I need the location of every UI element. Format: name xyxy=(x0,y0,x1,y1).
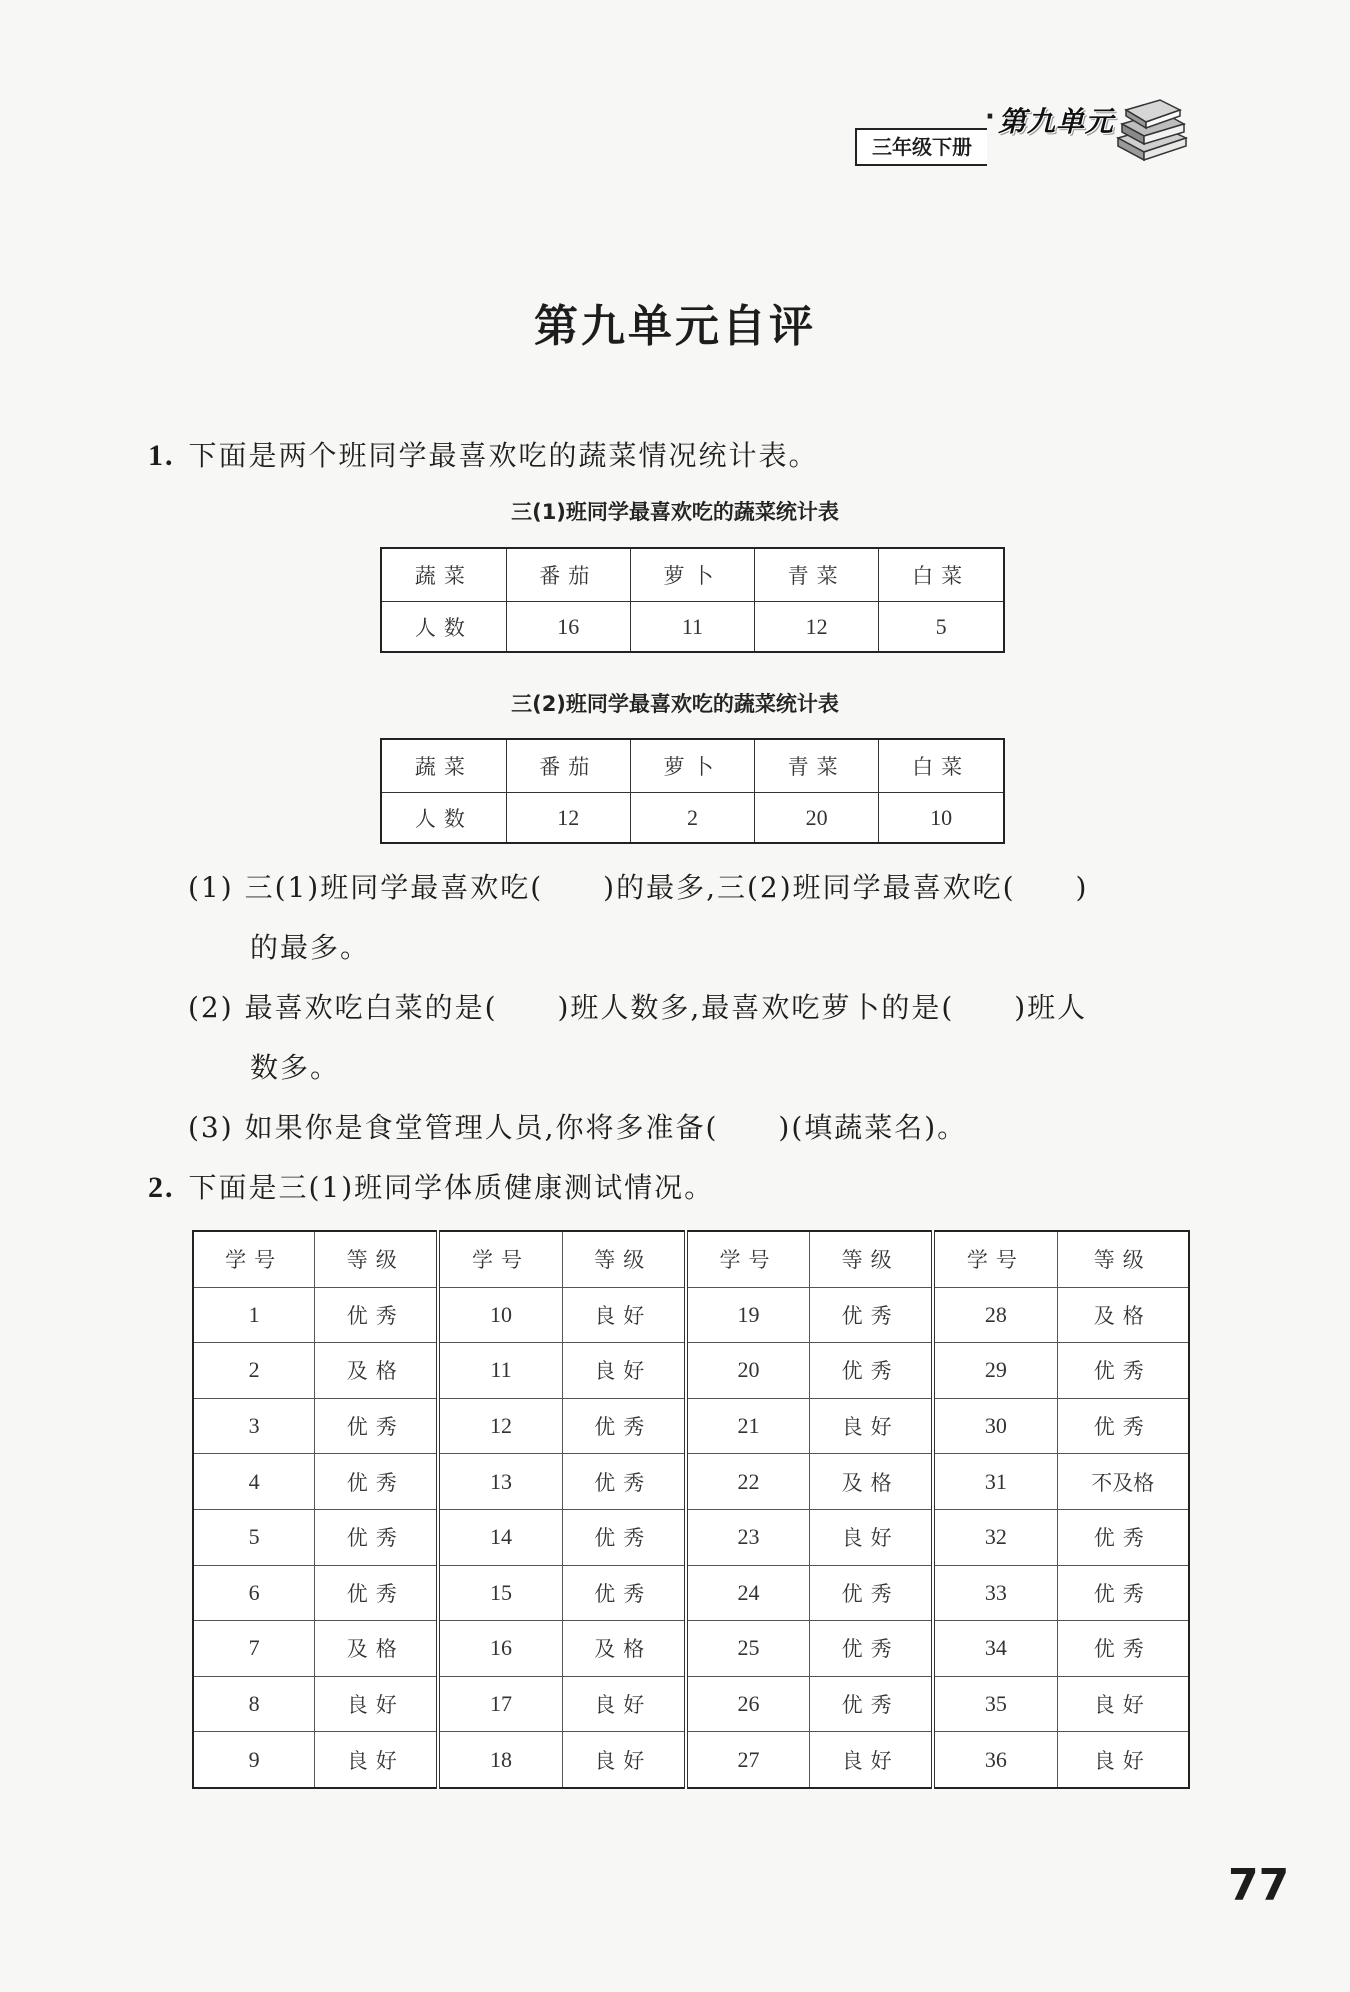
student-id: 22 xyxy=(686,1454,810,1510)
column-header: 学号 xyxy=(438,1231,562,1287)
fitness-grade: 优秀 xyxy=(810,1676,934,1732)
fitness-grade: 优秀 xyxy=(315,1454,439,1510)
student-id: 32 xyxy=(933,1509,1057,1565)
student-id: 6 xyxy=(193,1565,315,1621)
fitness-grade: 良好 xyxy=(1057,1676,1189,1732)
student-id: 10 xyxy=(438,1287,562,1343)
table-row xyxy=(381,793,1004,844)
fitness-grade: 优秀 xyxy=(810,1621,934,1677)
fitness-grade: 良好 xyxy=(810,1509,934,1565)
table-cell: 12 xyxy=(506,793,630,844)
table-cell: 12 xyxy=(755,602,879,653)
table-cell: 蔬菜 xyxy=(381,548,506,602)
table-2-caption: 三(2)班同学最喜欢吃的蔬菜统计表 xyxy=(511,692,839,716)
table-cell: 5 xyxy=(879,602,1004,653)
table-cell: 2 xyxy=(630,793,754,844)
table-cell: 青菜 xyxy=(755,548,879,602)
page-number: 77 xyxy=(1228,1860,1290,1911)
column-header: 等级 xyxy=(810,1231,934,1287)
table-row xyxy=(193,1454,1189,1510)
table-cell: 萝卜 xyxy=(630,739,754,793)
student-id: 35 xyxy=(933,1676,1057,1732)
table-row xyxy=(193,1509,1189,1565)
unit-header xyxy=(855,98,1195,176)
sub-question-1-line-2: 的最多。 xyxy=(250,931,371,964)
vegetable-table-class-2 xyxy=(380,738,1005,844)
fitness-grade: 优秀 xyxy=(1057,1565,1189,1621)
student-id: 31 xyxy=(933,1454,1057,1510)
question-number: 2. xyxy=(148,1171,175,1204)
student-id: 27 xyxy=(686,1732,810,1788)
fitness-grade: 良好 xyxy=(562,1287,686,1343)
fitness-grade: 及格 xyxy=(315,1343,439,1399)
student-id: 28 xyxy=(933,1287,1057,1343)
fitness-grade: 良好 xyxy=(810,1732,934,1788)
table-row xyxy=(193,1398,1189,1454)
fitness-grade: 良好 xyxy=(562,1343,686,1399)
column-header: 学号 xyxy=(933,1231,1057,1287)
table-cell: 番茄 xyxy=(506,739,630,793)
table-row xyxy=(381,548,1004,602)
fitness-grade: 良好 xyxy=(562,1732,686,1788)
fitness-grade: 优秀 xyxy=(562,1509,686,1565)
fitness-grade: 优秀 xyxy=(315,1565,439,1621)
student-id: 14 xyxy=(438,1509,562,1565)
table-cell: 人数 xyxy=(381,793,506,844)
student-id: 23 xyxy=(686,1509,810,1565)
student-id: 12 xyxy=(438,1398,562,1454)
table-cell: 白菜 xyxy=(879,739,1004,793)
table-cell: 16 xyxy=(506,602,630,653)
student-id: 13 xyxy=(438,1454,562,1510)
student-id: 7 xyxy=(193,1621,315,1677)
fitness-grade: 及格 xyxy=(810,1454,934,1510)
student-id: 16 xyxy=(438,1621,562,1677)
table-cell: 人数 xyxy=(381,602,506,653)
fitness-grade: 优秀 xyxy=(810,1343,934,1399)
table-row xyxy=(193,1676,1189,1732)
question-1 xyxy=(148,434,819,474)
fitness-grade: 优秀 xyxy=(315,1509,439,1565)
header-dot: · xyxy=(985,102,995,132)
table-cell: 10 xyxy=(879,793,1004,844)
student-id: 30 xyxy=(933,1398,1057,1454)
student-id: 20 xyxy=(686,1343,810,1399)
student-id: 25 xyxy=(686,1621,810,1677)
column-header: 等级 xyxy=(1057,1231,1189,1287)
fitness-table xyxy=(192,1230,1190,1789)
student-id: 34 xyxy=(933,1621,1057,1677)
table-cell: 11 xyxy=(630,602,754,653)
column-header: 等级 xyxy=(562,1231,686,1287)
table-row xyxy=(193,1621,1189,1677)
sub-question-3: (3) 如果你是食堂管理人员,你将多准备( )(填蔬菜名)。 xyxy=(188,1111,968,1144)
student-id: 26 xyxy=(686,1676,810,1732)
student-id: 1 xyxy=(193,1287,315,1343)
student-id: 8 xyxy=(193,1676,315,1732)
student-id: 17 xyxy=(438,1676,562,1732)
unit-label: 第九单元 xyxy=(998,105,1115,138)
table-cell: 青菜 xyxy=(755,739,879,793)
sub-question-2-line-2: 数多。 xyxy=(250,1051,341,1084)
books-icon xyxy=(1110,98,1190,168)
fitness-grade: 及格 xyxy=(315,1621,439,1677)
table-row xyxy=(193,1732,1189,1788)
question-number: 1. xyxy=(148,439,175,472)
sub-question-2-line-1: (2) 最喜欢吃白菜的是( )班人数多,最喜欢吃萝卜的是( )班人 xyxy=(188,991,1088,1024)
student-id: 5 xyxy=(193,1509,315,1565)
student-id: 18 xyxy=(438,1732,562,1788)
fitness-grade: 优秀 xyxy=(315,1287,439,1343)
fitness-grade: 及格 xyxy=(562,1621,686,1677)
fitness-grade: 良好 xyxy=(315,1676,439,1732)
table-cell: 番茄 xyxy=(506,548,630,602)
student-id: 15 xyxy=(438,1565,562,1621)
question-2 xyxy=(148,1166,714,1206)
fitness-grade: 优秀 xyxy=(562,1398,686,1454)
fitness-grade: 良好 xyxy=(1057,1732,1189,1788)
fitness-grade: 良好 xyxy=(562,1676,686,1732)
fitness-grade: 优秀 xyxy=(562,1565,686,1621)
fitness-grade: 优秀 xyxy=(810,1565,934,1621)
column-header: 学号 xyxy=(193,1231,315,1287)
student-id: 11 xyxy=(438,1343,562,1399)
fitness-grade: 不及格 xyxy=(1057,1454,1189,1510)
sub-question-1-line-1: (1) 三(1)班同学最喜欢吃( )的最多,三(2)班同学最喜欢吃( ) xyxy=(188,871,1089,904)
fitness-grade: 优秀 xyxy=(1057,1398,1189,1454)
student-id: 4 xyxy=(193,1454,315,1510)
fitness-grade: 优秀 xyxy=(315,1398,439,1454)
question-text: 下面是三(1)班同学体质健康测试情况。 xyxy=(188,1171,715,1204)
fitness-grade: 及格 xyxy=(1057,1287,1189,1343)
fitness-grade: 优秀 xyxy=(810,1287,934,1343)
fitness-grade: 良好 xyxy=(810,1398,934,1454)
table-row xyxy=(193,1343,1189,1399)
table-cell: 蔬菜 xyxy=(381,739,506,793)
student-id: 9 xyxy=(193,1732,315,1788)
column-header: 学号 xyxy=(686,1231,810,1287)
student-id: 2 xyxy=(193,1343,315,1399)
table-cell: 萝卜 xyxy=(630,548,754,602)
question-text: 下面是两个班同学最喜欢吃的蔬菜情况统计表。 xyxy=(188,439,819,472)
page-title: 第九单元自评 xyxy=(534,301,816,352)
student-id: 29 xyxy=(933,1343,1057,1399)
table-row xyxy=(381,602,1004,653)
student-id: 21 xyxy=(686,1398,810,1454)
table-row xyxy=(193,1565,1189,1621)
table-row xyxy=(381,739,1004,793)
column-header: 等级 xyxy=(315,1231,439,1287)
table-cell: 20 xyxy=(755,793,879,844)
student-id: 19 xyxy=(686,1287,810,1343)
student-id: 3 xyxy=(193,1398,315,1454)
student-id: 33 xyxy=(933,1565,1057,1621)
grade-label: 三年级下册 xyxy=(855,128,987,166)
table-header-row xyxy=(193,1231,1189,1287)
fitness-grade: 优秀 xyxy=(1057,1343,1189,1399)
vegetable-table-class-1 xyxy=(380,547,1005,653)
table-row xyxy=(193,1287,1189,1343)
fitness-grade: 优秀 xyxy=(1057,1621,1189,1677)
table-1-caption: 三(1)班同学最喜欢吃的蔬菜统计表 xyxy=(511,500,839,524)
student-id: 36 xyxy=(933,1732,1057,1788)
fitness-grade: 优秀 xyxy=(562,1454,686,1510)
fitness-grade: 良好 xyxy=(315,1732,439,1788)
fitness-grade: 优秀 xyxy=(1057,1509,1189,1565)
table-cell: 白菜 xyxy=(879,548,1004,602)
student-id: 24 xyxy=(686,1565,810,1621)
